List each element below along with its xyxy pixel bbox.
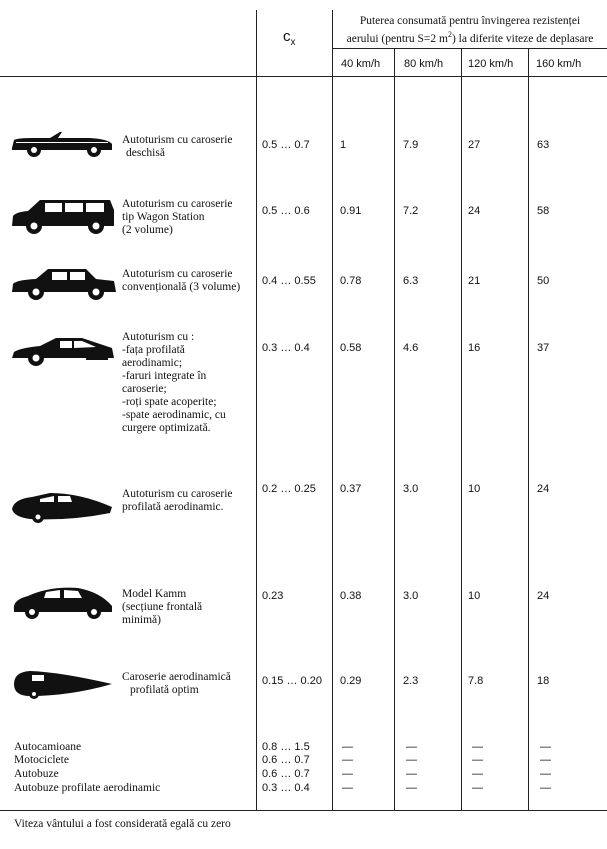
footer-rule — [0, 810, 607, 811]
dash: — — [540, 768, 551, 780]
dash: — — [342, 782, 353, 794]
power-40: 0.29 — [340, 675, 362, 687]
dash: — — [472, 782, 483, 794]
header-bottom-rule — [0, 76, 607, 77]
other-vehicle-label: Motociclete — [14, 754, 69, 766]
row-description: Autoturism cu caroserie deschisă — [122, 134, 233, 159]
power-160: 58 — [537, 205, 550, 217]
row-description: Autoturism cu caroserie convențională (3 volume) — [122, 268, 241, 293]
other-cx-value: 0.6 … 0.7 — [262, 768, 310, 780]
header-divider — [332, 48, 607, 49]
dash: — — [540, 782, 551, 794]
dash: — — [472, 741, 483, 753]
power-80: 3.0 — [403, 590, 419, 602]
dash: — — [342, 741, 353, 753]
dash: — — [540, 741, 551, 753]
row-description: Model Kamm (secțiune frontală minimă) — [122, 588, 203, 626]
power-160: 37 — [537, 342, 550, 354]
dash: — — [406, 768, 417, 780]
row-description: Autoturism cu : -fața profilată aerodinamic; -faruri integrate în caroserie; -roți spate acoperite; -spate aerodinamic, cu curgere optimizată. — [122, 331, 226, 434]
other-cx-value: 0.3 … 0.4 — [262, 782, 310, 794]
power-160: 18 — [537, 675, 550, 687]
dash: — — [406, 754, 417, 766]
power-80: 3.0 — [403, 483, 419, 495]
dash: — — [406, 741, 417, 753]
cx-value: 0.23 — [262, 590, 284, 602]
teardrop-car-icon — [10, 666, 114, 700]
column-divider — [528, 48, 529, 810]
power-80: 2.3 — [403, 675, 419, 687]
power-120: 10 — [468, 483, 481, 495]
power-120: 7.8 — [468, 675, 484, 687]
cx-value: 0.2 … 0.25 — [262, 483, 316, 495]
sedan-car-icon — [10, 266, 118, 302]
row-description: Autoturism cu caroserie tip Wagon Station (2 volume) — [122, 198, 233, 236]
cx-value: 0.4 … 0.55 — [262, 275, 316, 287]
cx-header: $c_x$ — [283, 28, 296, 48]
speed-header-160: 160 km/h — [536, 58, 582, 70]
convertible-car-icon — [10, 126, 116, 158]
power-160: 50 — [537, 275, 550, 287]
power-120: 21 — [468, 275, 481, 287]
power-160: 63 — [537, 139, 550, 151]
dash: — — [342, 768, 353, 780]
other-vehicle-label: Autobuze — [14, 768, 59, 780]
footnote: Viteza vântului a fost considerată egală cu zero — [14, 818, 231, 830]
power-40: 0.58 — [340, 342, 362, 354]
power-40: 0.91 — [340, 205, 362, 217]
cx-value: 0.15 … 0.20 — [262, 675, 322, 687]
row-description: Caroserie aerodinamică profilată optim — [122, 671, 231, 696]
power-120: 24 — [468, 205, 481, 217]
dash: — — [472, 768, 483, 780]
speed-header-80: 80 km/h — [404, 58, 444, 70]
dash: — — [342, 754, 353, 766]
dash: — — [406, 782, 417, 794]
power-header: Puterea consumată pentru învingerea rezistenței aerului (pentru S=2 $m^2$) la diferite viteze de deplasare — [346, 15, 594, 45]
other-cx-value: 0.8 … 1.5 — [262, 741, 310, 753]
power-80: 4.6 — [403, 342, 419, 354]
streamlined-car-icon — [10, 487, 114, 525]
wagon-car-icon — [10, 196, 116, 236]
cx-value: 0.5 … 0.7 — [262, 139, 310, 151]
dash: — — [540, 754, 551, 766]
other-vehicle-label: Autobuze profilate aerodinamic — [14, 782, 161, 794]
kamm-car-icon — [10, 584, 114, 620]
power-120: 16 — [468, 342, 481, 354]
power-40: 0.37 — [340, 483, 362, 495]
power-160: 24 — [537, 590, 550, 602]
power-160: 24 — [537, 483, 550, 495]
power-40: 0.38 — [340, 590, 362, 602]
power-80: 6.3 — [403, 275, 419, 287]
other-cx-value: 0.6 … 0.7 — [262, 754, 310, 766]
cx-value: 0.3 … 0.4 — [262, 342, 310, 354]
cx-value: 0.5 … 0.6 — [262, 205, 310, 217]
column-divider — [461, 48, 462, 810]
aero-hatchback-icon — [10, 334, 118, 370]
power-120: 10 — [468, 590, 481, 602]
power-40: 0.78 — [340, 275, 362, 287]
speed-header-120: 120 km/h — [468, 58, 514, 70]
power-80: 7.2 — [403, 205, 419, 217]
power-40: 1 — [340, 139, 347, 151]
column-divider — [394, 48, 395, 810]
power-80: 7.9 — [403, 139, 419, 151]
column-divider — [332, 10, 333, 810]
column-divider — [256, 10, 257, 810]
row-description: Autoturism cu caroserie profilată aerodinamic. — [122, 488, 233, 513]
other-vehicle-label: Autocamioane — [14, 741, 82, 753]
dash: — — [472, 754, 483, 766]
speed-header-40: 40 km/h — [341, 58, 381, 70]
power-120: 27 — [468, 139, 481, 151]
